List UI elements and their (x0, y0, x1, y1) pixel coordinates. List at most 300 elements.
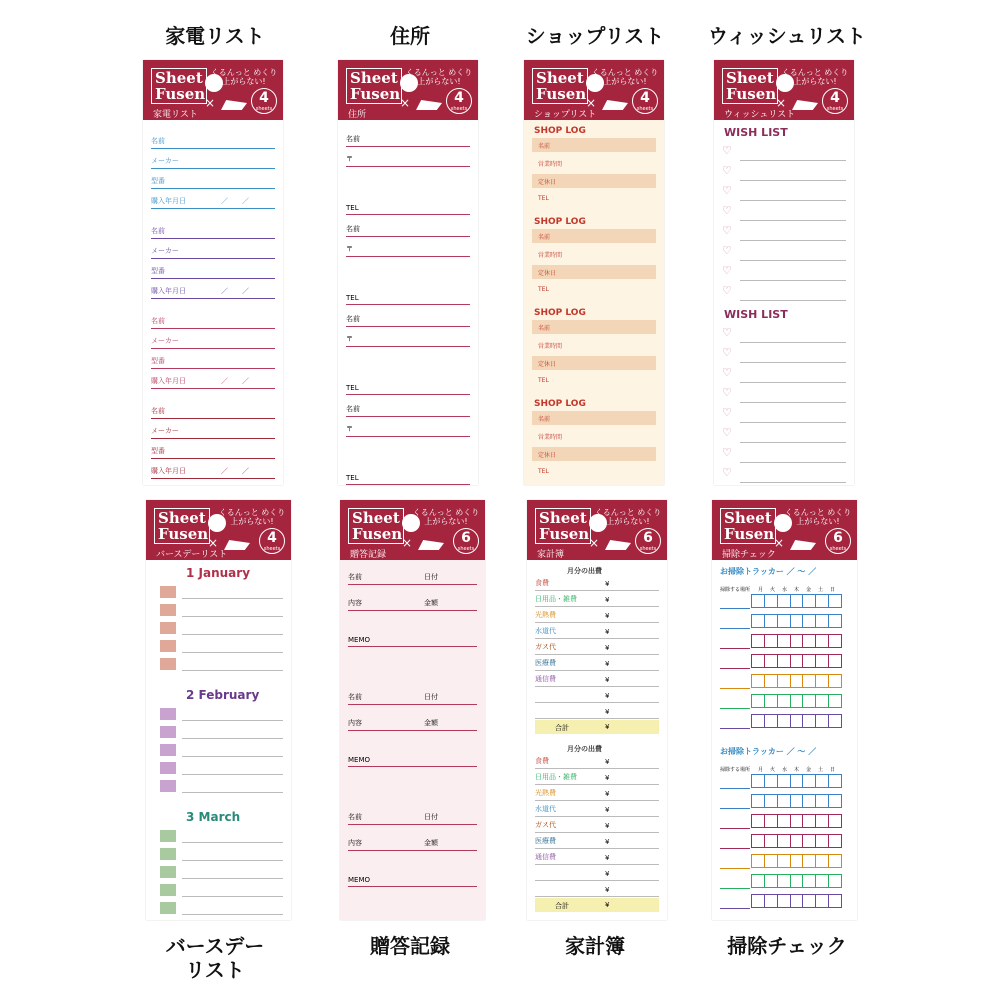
place-line (720, 828, 750, 829)
check-box[interactable] (777, 894, 791, 908)
curl-icon (602, 100, 628, 110)
pad-subtitle: ウィッシュリスト (724, 110, 796, 120)
day-header: 土 (818, 587, 824, 593)
check-box[interactable] (777, 854, 791, 868)
expense-label: 水道代 (535, 805, 556, 813)
expense-label: 日用品・雑費 (535, 773, 577, 781)
check-box[interactable] (751, 874, 765, 888)
list-row (151, 240, 275, 259)
pad-zoto (340, 500, 485, 920)
check-box[interactable] (790, 594, 804, 608)
check-box[interactable] (777, 674, 791, 688)
list-row (151, 280, 275, 299)
row-label: TEL (346, 474, 359, 482)
check-box[interactable] (815, 774, 829, 788)
logo-text: Sheet Fusen (722, 68, 778, 104)
check-box[interactable] (764, 874, 778, 888)
list-row (151, 330, 275, 349)
check-box[interactable] (790, 674, 804, 688)
expense-row (535, 866, 659, 881)
check-box[interactable] (777, 774, 791, 788)
sheet-count-badge (635, 528, 661, 554)
check-grid (752, 854, 842, 868)
check-box[interactable] (751, 894, 765, 908)
yen-sign: ¥ (605, 806, 610, 814)
row-label: 名前 (538, 325, 551, 332)
gift-row (348, 868, 477, 887)
x-icon: × (589, 536, 600, 550)
row-label: 名前 (346, 225, 360, 233)
address-row (346, 398, 470, 417)
caption-kaden: 家電リスト (165, 24, 265, 48)
sheet-count: 6 (643, 530, 653, 546)
list-line (740, 342, 846, 343)
sheet-count-badge (822, 88, 848, 114)
check-box[interactable] (828, 634, 842, 648)
caption-kakeibo: 家計簿 (565, 934, 625, 958)
check-box[interactable] (828, 654, 842, 668)
day-header: 水 (782, 767, 788, 773)
expense-label: 日用品・雑費 (535, 595, 577, 603)
check-box[interactable] (828, 674, 842, 688)
check-box[interactable] (828, 694, 842, 708)
place-line (720, 688, 750, 689)
list-line (740, 180, 846, 181)
row-label: 購入年月日 (151, 377, 186, 385)
shop-log-title: SHOP LOG (534, 308, 586, 318)
check-box[interactable] (815, 694, 829, 708)
expense-label: 水道代 (535, 627, 556, 635)
day-header: 金 (806, 587, 812, 593)
row-label: TEL (346, 204, 359, 212)
gift-row (348, 566, 477, 585)
day-line (182, 914, 283, 915)
check-box[interactable] (828, 714, 842, 728)
check-box[interactable] (777, 654, 791, 668)
row-label: 定休日 (538, 452, 557, 459)
heart-icon: ♡ (722, 366, 732, 379)
sheet-count: 4 (640, 90, 650, 106)
heart-icon: ♡ (722, 346, 732, 359)
expense-row (535, 818, 659, 833)
yen-sign: ¥ (605, 660, 610, 668)
list-line (740, 300, 846, 301)
check-grid (752, 814, 842, 828)
check-box[interactable] (751, 614, 765, 628)
expense-row (535, 608, 659, 623)
check-box[interactable] (802, 674, 816, 688)
x-icon: × (205, 96, 216, 110)
address-row (346, 418, 470, 437)
list-line (740, 482, 846, 483)
yen-sign: ¥ (605, 692, 610, 700)
logo-text: Sheet Fusen (348, 508, 404, 544)
check-box[interactable] (815, 874, 829, 888)
expense-label: 医療費 (535, 659, 556, 667)
day-header: 月 (758, 767, 764, 773)
check-grid (752, 874, 842, 888)
check-box[interactable] (764, 654, 778, 668)
check-box[interactable] (751, 594, 765, 608)
address-row (346, 238, 470, 257)
day-square (160, 708, 176, 720)
tagline: くるんっと めくり上がらない! (412, 508, 480, 526)
check-box[interactable] (777, 874, 791, 888)
date-slashes: ／ ／ (221, 377, 249, 385)
expense-row (535, 770, 659, 785)
check-box[interactable] (777, 694, 791, 708)
expense-label: 食費 (535, 579, 549, 587)
check-box[interactable] (751, 674, 765, 688)
yen-sign: ¥ (605, 676, 610, 684)
list-row (151, 260, 275, 279)
place-line (720, 628, 750, 629)
logo-text: Sheet Fusen (532, 68, 588, 104)
date-label: 日付 (424, 693, 438, 701)
check-box[interactable] (828, 834, 842, 848)
amount-label: 金額 (424, 719, 438, 727)
day-line (182, 896, 283, 897)
check-box[interactable] (751, 854, 765, 868)
yen-sign: ¥ (605, 723, 610, 731)
check-box[interactable] (790, 714, 804, 728)
address-row (346, 148, 470, 167)
pad-kaden (143, 60, 283, 485)
place-line (720, 788, 750, 789)
heart-icon: ♡ (722, 446, 732, 459)
expense-row (535, 576, 659, 591)
yen-sign: ¥ (605, 838, 610, 846)
x-icon: × (774, 536, 785, 550)
month-title: 1 January (186, 566, 251, 580)
date-slashes: ／ ／ (221, 197, 249, 205)
heart-icon: ♡ (722, 406, 732, 419)
day-square (160, 744, 176, 756)
day-header: 水 (782, 587, 788, 593)
check-box[interactable] (764, 894, 778, 908)
expense-row (535, 754, 659, 769)
expense-row (535, 624, 659, 639)
total-label: 合計 (555, 724, 569, 732)
day-line (182, 738, 283, 739)
row-label: TEL (346, 384, 359, 392)
day-header: 火 (770, 587, 776, 593)
check-box[interactable] (802, 834, 816, 848)
pad-header (527, 500, 667, 560)
day-line (182, 774, 283, 775)
content-label: 内容 (348, 839, 362, 847)
check-box[interactable] (815, 654, 829, 668)
sheet-count: 4 (830, 90, 840, 106)
name-label: 名前 (348, 693, 362, 701)
check-box[interactable] (777, 614, 791, 628)
row-label: メーカー (151, 247, 179, 255)
shop-row (532, 138, 656, 152)
expense-label: 食費 (535, 757, 549, 765)
gift-row (348, 592, 477, 611)
check-box[interactable] (802, 714, 816, 728)
shop-row (532, 283, 656, 297)
check-box[interactable] (751, 694, 765, 708)
expense-label: 光熱費 (535, 611, 556, 619)
yen-sign: ¥ (605, 628, 610, 636)
check-box[interactable] (777, 814, 791, 828)
heart-icon: ♡ (722, 244, 732, 257)
row-label: 定休日 (538, 361, 557, 368)
tracker-title: お掃除トラッカー ／ ～ ／ (720, 567, 817, 576)
yen-sign: ¥ (605, 580, 610, 588)
check-box[interactable] (802, 594, 816, 608)
check-box[interactable] (828, 894, 842, 908)
heart-icon: ♡ (722, 204, 732, 217)
day-square (160, 830, 176, 842)
date-slashes: ／ ／ (221, 287, 249, 295)
check-box[interactable] (802, 894, 816, 908)
gift-row (348, 712, 477, 731)
row-label: TEL (346, 294, 359, 302)
check-box[interactable] (790, 634, 804, 648)
list-line (740, 362, 846, 363)
day-square (160, 884, 176, 896)
list-row (151, 420, 275, 439)
row-label: メーカー (151, 427, 179, 435)
check-box[interactable] (777, 834, 791, 848)
day-line (182, 616, 283, 617)
shop-row (532, 429, 656, 443)
sheet-count: 4 (267, 530, 277, 546)
gift-row (348, 748, 477, 767)
memo-label: MEMO (348, 756, 371, 764)
address-row (346, 218, 470, 237)
check-box[interactable] (764, 614, 778, 628)
check-box[interactable] (828, 794, 842, 808)
check-box[interactable] (777, 714, 791, 728)
check-box[interactable] (828, 614, 842, 628)
month-title: 3 March (186, 810, 241, 824)
tracker-title: お掃除トラッカー ／ ～ ／ (720, 747, 817, 756)
sheet-count-badge (453, 528, 479, 554)
check-box[interactable] (815, 714, 829, 728)
caption-birthday: バースデー リスト (165, 934, 265, 982)
pad-birthday (146, 500, 291, 920)
row-label: 名前 (151, 227, 165, 235)
x-icon: × (208, 536, 219, 550)
tagline: くるんっと めくり上がらない! (594, 508, 662, 526)
check-box[interactable] (815, 594, 829, 608)
row-label: 名前 (346, 405, 360, 413)
address-row (346, 128, 470, 147)
shop-row (532, 156, 656, 170)
month-title: 2 February (186, 688, 260, 702)
check-box[interactable] (751, 634, 765, 648)
check-box[interactable] (802, 634, 816, 648)
check-box[interactable] (802, 694, 816, 708)
tagline: くるんっと めくり上がらない! (591, 68, 659, 86)
list-row (151, 400, 275, 419)
pad-subtitle: 家計簿 (537, 550, 565, 560)
logo-text: Sheet Fusen (720, 508, 776, 544)
day-line (182, 756, 283, 757)
curl-icon (605, 540, 631, 550)
sheet-count-badge (825, 528, 851, 554)
wish-list-title: WISH LIST (724, 308, 788, 321)
check-box[interactable] (815, 794, 829, 808)
expense-label: 光熱費 (535, 789, 556, 797)
content-label: 内容 (348, 599, 362, 607)
place-line (720, 908, 750, 909)
check-box[interactable] (764, 694, 778, 708)
check-box[interactable] (790, 894, 804, 908)
list-line (740, 422, 846, 423)
month-expense-title: 月分の出費 (567, 567, 602, 575)
check-box[interactable] (764, 814, 778, 828)
check-box[interactable] (802, 854, 816, 868)
day-line (182, 878, 283, 879)
expense-label: ガス代 (535, 643, 556, 651)
check-grid (752, 674, 842, 688)
check-box[interactable] (828, 874, 842, 888)
sheet-count-badge (251, 88, 277, 114)
curl-icon (224, 540, 250, 550)
total-bar (535, 898, 659, 912)
check-box[interactable] (777, 794, 791, 808)
sheets-word: sheets (826, 106, 844, 112)
yen-sign: ¥ (605, 886, 610, 894)
check-box[interactable] (828, 854, 842, 868)
sheets-word: sheets (639, 546, 657, 552)
row-label: 名前 (538, 234, 551, 241)
gift-row (348, 628, 477, 647)
check-box[interactable] (790, 774, 804, 788)
place-line (720, 808, 750, 809)
list-row (151, 350, 275, 369)
check-box[interactable] (751, 814, 765, 828)
check-box[interactable] (790, 874, 804, 888)
yen-sign: ¥ (605, 822, 610, 830)
list-row (151, 220, 275, 239)
check-grid (752, 794, 842, 808)
tagline: くるんっと めくり上がらない! (405, 68, 473, 86)
yen-sign: ¥ (605, 790, 610, 798)
check-box[interactable] (815, 634, 829, 648)
place-line (720, 888, 750, 889)
list-line (740, 220, 846, 221)
list-row (151, 310, 275, 329)
check-box[interactable] (751, 774, 765, 788)
caption-shop: ショップリスト (525, 24, 665, 48)
check-box[interactable] (790, 694, 804, 708)
tagline: くるんっと めくり上がらない! (218, 508, 286, 526)
heart-icon: ♡ (722, 184, 732, 197)
address-row (346, 466, 470, 485)
check-box[interactable] (751, 654, 765, 668)
list-line (740, 280, 846, 281)
day-header: 金 (806, 767, 812, 773)
date-label: 日付 (424, 813, 438, 821)
row-label: 営業時間 (538, 343, 563, 350)
check-box[interactable] (815, 834, 829, 848)
day-square (160, 586, 176, 598)
address-row (346, 286, 470, 305)
check-box[interactable] (828, 594, 842, 608)
caption-soji: 掃除チェック (727, 934, 847, 958)
check-box[interactable] (802, 814, 816, 828)
row-label: 名前 (151, 137, 165, 145)
check-box[interactable] (802, 614, 816, 628)
list-row (151, 460, 275, 479)
yen-sign: ¥ (605, 644, 610, 652)
check-box[interactable] (828, 814, 842, 828)
check-box[interactable] (815, 894, 829, 908)
check-box[interactable] (790, 814, 804, 828)
yen-sign: ¥ (605, 708, 610, 716)
check-box[interactable] (815, 854, 829, 868)
row-label: TEL (538, 286, 549, 293)
check-box[interactable] (815, 674, 829, 688)
check-box[interactable] (802, 774, 816, 788)
check-box[interactable] (764, 794, 778, 808)
check-box[interactable] (751, 794, 765, 808)
check-box[interactable] (751, 714, 765, 728)
check-box[interactable] (764, 854, 778, 868)
sheets-word: sheets (457, 546, 475, 552)
check-box[interactable] (790, 834, 804, 848)
pad-subtitle: 家電リスト (153, 110, 198, 120)
check-grid (752, 894, 842, 908)
check-box[interactable] (802, 654, 816, 668)
check-box[interactable] (764, 774, 778, 788)
check-box[interactable] (790, 794, 804, 808)
check-box[interactable] (802, 874, 816, 888)
check-box[interactable] (764, 674, 778, 688)
shop-row (532, 192, 656, 206)
row-label: 営業時間 (538, 434, 563, 441)
list-line (740, 442, 846, 443)
check-box[interactable] (751, 834, 765, 848)
check-box[interactable] (802, 794, 816, 808)
check-box[interactable] (777, 594, 791, 608)
check-box[interactable] (815, 814, 829, 828)
amount-label: 金額 (424, 839, 438, 847)
check-box[interactable] (790, 854, 804, 868)
expense-label: 通信費 (535, 853, 556, 861)
content-label: 内容 (348, 719, 362, 727)
check-box[interactable] (790, 654, 804, 668)
shop-log-title: SHOP LOG (534, 399, 586, 409)
row-label: 〒 (346, 335, 353, 343)
list-line (740, 200, 846, 201)
check-box[interactable] (764, 634, 778, 648)
day-square (160, 848, 176, 860)
row-label: TEL (538, 195, 549, 202)
check-box[interactable] (815, 614, 829, 628)
pad-subtitle: 住所 (348, 110, 367, 120)
check-box[interactable] (777, 634, 791, 648)
shop-row (532, 374, 656, 388)
expense-row (535, 672, 659, 687)
check-box[interactable] (764, 594, 778, 608)
name-label: 名前 (348, 573, 362, 581)
shop-row (532, 447, 656, 461)
check-box[interactable] (764, 834, 778, 848)
row-label: 名前 (346, 315, 360, 323)
check-box[interactable] (790, 614, 804, 628)
check-box[interactable] (764, 714, 778, 728)
pad-header (143, 60, 283, 120)
day-line (182, 598, 283, 599)
day-square (160, 780, 176, 792)
check-box[interactable] (828, 774, 842, 788)
